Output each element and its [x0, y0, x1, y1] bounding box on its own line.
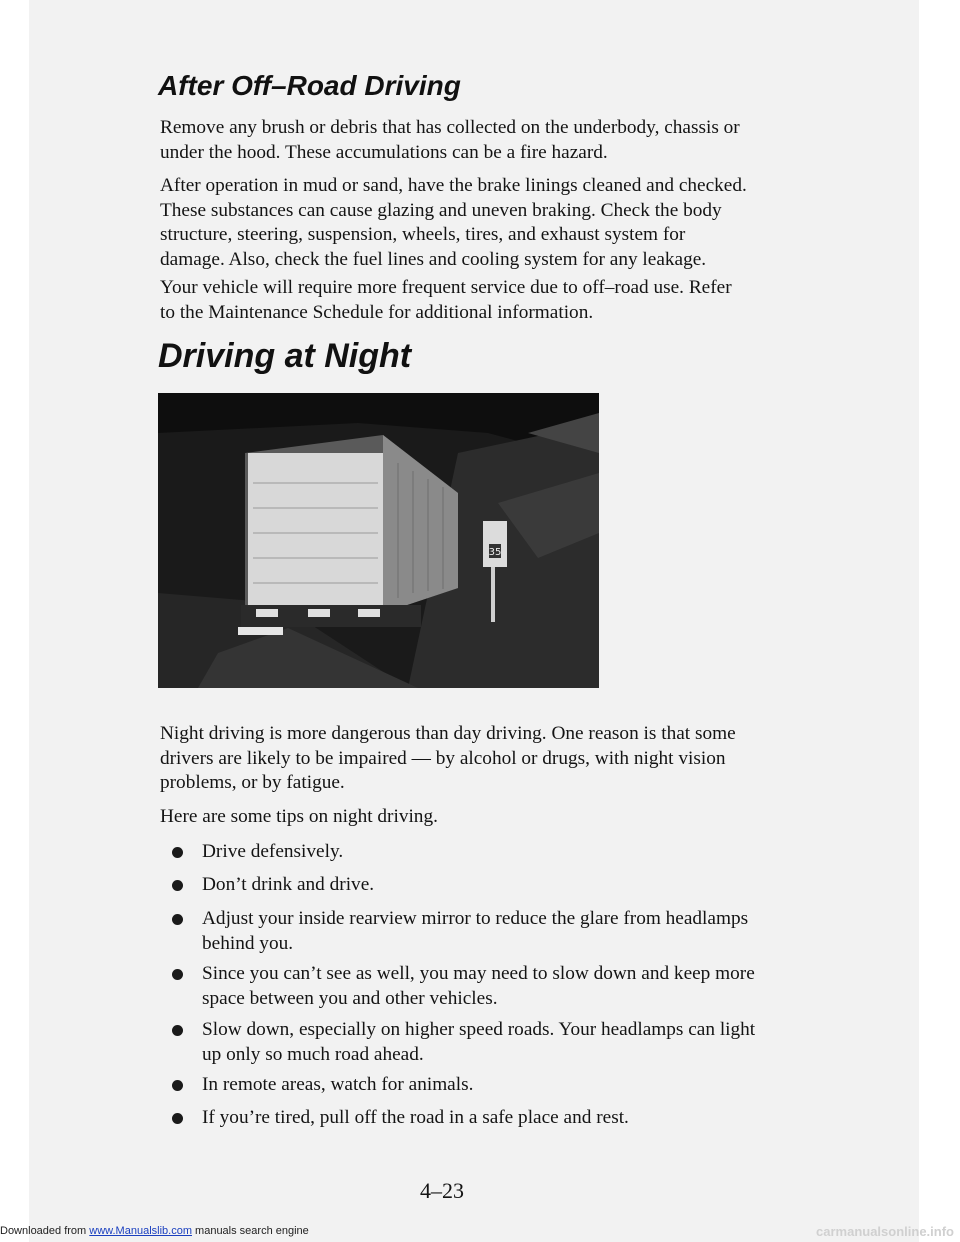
bullet-icon [172, 1025, 183, 1036]
bullet-icon [172, 847, 183, 858]
bullet-icon [172, 1113, 183, 1124]
download-footer [0, 1224, 960, 1242]
bullet-icon [172, 880, 183, 891]
offroad-paragraph-3 [160, 276, 820, 325]
text-line: After operation in mud or sand, have the brake linings cleaned and checked. [160, 175, 747, 196]
bullet-text: Drive defensively. [202, 841, 344, 862]
page-number: 4–23 [420, 1178, 464, 1203]
text-line: to the Maintenance Schedule for additional information. [160, 301, 594, 323]
text-line: structure, steering, suspension, wheels, tires, and exhaust system for [160, 224, 686, 245]
bullet-item [172, 1106, 832, 1131]
section-heading-after-off-road-driving: After Off–Road Driving [158, 70, 461, 101]
bullet-item [172, 840, 832, 865]
bullet-item [172, 907, 832, 956]
footer-credit: Downloaded from www.Manualslib.com manuals search engine [0, 1225, 309, 1237]
text-line: problems, or by fatigue. [160, 772, 345, 793]
bullet-text: Since you can’t see as well, you may need to slow down and keep more space between you and other vehicles. [202, 963, 755, 1009]
bullet-item [172, 962, 832, 1011]
bullet-text: Slow down, especially on higher speed roads. Your headlamps can light up only so much road ahead. [202, 1019, 756, 1065]
text-line: drivers are likely to be impaired — by alcohol or drugs, with night vision [160, 747, 726, 769]
bullet-text: If you’re tired, pull off the road in a safe place and rest. [202, 1107, 629, 1128]
bullet-text: Adjust your inside rearview mirror to reduce the glare from headlamps behind you. [202, 908, 749, 954]
bullet-icon [172, 914, 183, 925]
night-paragraph-1 [160, 722, 820, 796]
night-paragraph-2: Here are some tips on night driving. [160, 806, 438, 827]
manualslib-link[interactable]: www.Manualslib.com [89, 1225, 192, 1237]
offroad-paragraph-1 [160, 116, 820, 165]
watermark: carmanualsonline.info [816, 1224, 954, 1239]
bullet-icon [172, 969, 183, 980]
speed-limit-sign: 35 [488, 547, 502, 558]
section-heading-driving-at-night: Driving at Night [158, 337, 412, 375]
offroad-paragraph-2 [160, 174, 820, 272]
bullet-text: Don’t drink and drive. [202, 874, 375, 895]
bullet-item [172, 1018, 832, 1067]
bullet-icon [172, 1080, 183, 1091]
text-line: Night driving is more dangerous than day driving. One reason is that some [160, 723, 736, 744]
text-line: damage. Also, check the fuel lines and cooling system for any leakage. [160, 248, 707, 270]
bullet-item [172, 1073, 832, 1098]
night-truck-photo [158, 393, 599, 688]
bullet-item [172, 873, 832, 898]
bullet-text: In remote areas, watch for animals. [202, 1074, 474, 1095]
text-line: These substances can cause glazing and uneven braking. Check the body [160, 199, 722, 221]
text-line: Remove any brush or debris that has collected on the underbody, chassis or [160, 117, 740, 138]
text-line: Your vehicle will require more frequent service due to off–road use. Refer [160, 277, 732, 298]
text-line: under the hood. These accumulations can be a fire hazard. [160, 141, 608, 163]
